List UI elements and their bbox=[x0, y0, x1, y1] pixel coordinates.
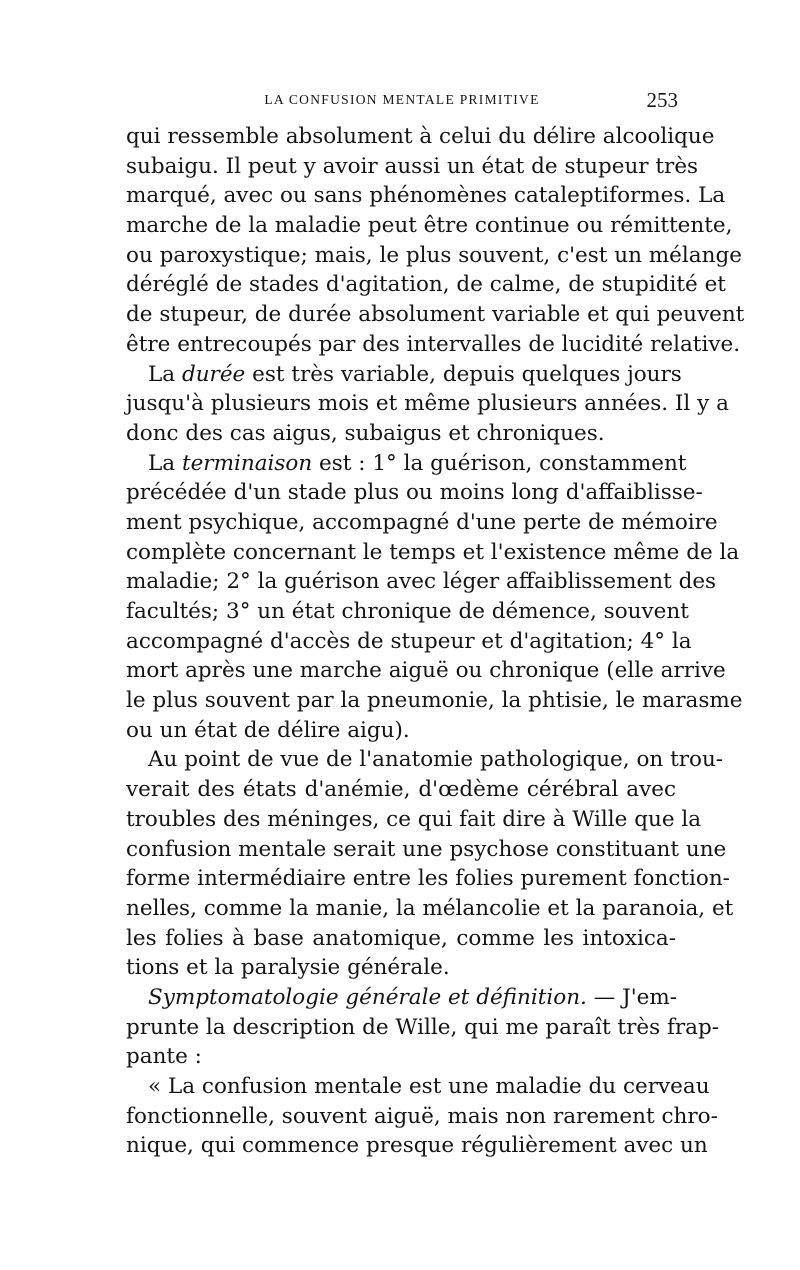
text-line: marqué, avec ou sans phénomènes cataleptiformes. La bbox=[126, 183, 726, 209]
text-line: être entrecoupés par des intervalles de lucidité relative. bbox=[126, 331, 741, 357]
text-line bbox=[126, 983, 676, 1013]
text-line: qui ressemble absolument à celui du délire alcoolique bbox=[126, 124, 715, 149]
emphasized-term: terminaison bbox=[181, 450, 313, 476]
text-line: nelles, comme la manie, la mélancolie et la paranoia, et bbox=[126, 895, 734, 921]
section-heading: Symptomatologie générale et définition. bbox=[148, 984, 587, 1010]
line-text: est : 1° la guérison, constamment bbox=[312, 450, 687, 476]
line-text: — J'em- bbox=[586, 984, 677, 1010]
text-line: accompagné d'accès de stupeur et d'agitation; 4° la bbox=[126, 628, 692, 654]
text-line: « La confusion mentale est une maladie du cerveau bbox=[148, 1074, 710, 1099]
text-line: pante : bbox=[126, 1044, 202, 1070]
text-line: marche de la maladie peut être continue ou rémittente, bbox=[126, 213, 733, 239]
text-line: les folies à base anatomique, comme les intoxica- bbox=[126, 925, 676, 951]
text-line: fonctionnelle, souvent aiguë, mais non rarement chro- bbox=[126, 1103, 718, 1129]
text-line: verait des états d'anémie, d'œdème cérébral avec bbox=[126, 777, 676, 803]
text-line: troubles des méninges, ce qui fait dire à Wille que la bbox=[126, 806, 702, 832]
text-line: ment psychique, accompagné d'une perte de mémoire bbox=[126, 509, 718, 535]
text-line: précédée d'un stade plus ou moins long d'affaiblisse- bbox=[126, 480, 703, 506]
text-line bbox=[126, 449, 687, 479]
text-line: donc des cas aigus, subaigus et chroniques. bbox=[126, 420, 605, 446]
text-line: maladie; 2° la guérison avec léger affaiblissement des bbox=[126, 569, 717, 595]
running-title: LA CONFUSION MENTALE PRIMITIVE bbox=[264, 92, 540, 107]
text-line: le plus souvent par la pneumonie, la phtisie, le marasme bbox=[126, 688, 743, 714]
text-line: ou un état de délire aigu). bbox=[126, 717, 410, 743]
text-line: jusqu'à plusieurs mois et même plusieurs années. Il y a bbox=[126, 391, 729, 417]
page-number: 253 bbox=[646, 88, 678, 112]
body-text bbox=[126, 122, 745, 1161]
text-line: subaigu. Il peut y avoir aussi un état de stupeur très bbox=[126, 153, 699, 179]
emphasized-term: durée bbox=[181, 361, 246, 387]
text-line: facultés; 3° un état chronique de démence, souvent bbox=[126, 599, 689, 624]
text-line: de stupeur, de durée absolument variable et qui peuvent bbox=[126, 302, 745, 328]
text-line: mort après une marche aiguë ou chronique (elle arrive bbox=[126, 658, 726, 684]
line-text: La bbox=[148, 450, 182, 476]
text-line: déréglé de stades d'agitation, de calme, de stupidité et bbox=[126, 272, 726, 298]
text-line: tions et la paralysie générale. bbox=[126, 955, 450, 981]
text-line: complète concernant le temps et l'existence même de la bbox=[126, 539, 740, 565]
text-line: ou paroxystique; mais, le plus souvent, c'est un mélange bbox=[126, 242, 742, 268]
text-line: forme intermédiaire entre les folies purement fonction- bbox=[126, 866, 730, 892]
text-line bbox=[126, 360, 682, 390]
line-text: La bbox=[148, 361, 182, 387]
text-line: confusion mentale serait une psychose constituant une bbox=[126, 836, 727, 862]
running-header bbox=[126, 88, 678, 112]
line-text: est très variable, depuis quelques jours bbox=[245, 361, 682, 387]
text-line: Au point de vue de l'anatomie pathologique, on trou- bbox=[148, 747, 724, 773]
text-line: prunte la description de Wille, qui me paraît très frap- bbox=[126, 1014, 720, 1040]
text-line: nique, qui commence presque régulièrement avec un bbox=[126, 1133, 708, 1159]
